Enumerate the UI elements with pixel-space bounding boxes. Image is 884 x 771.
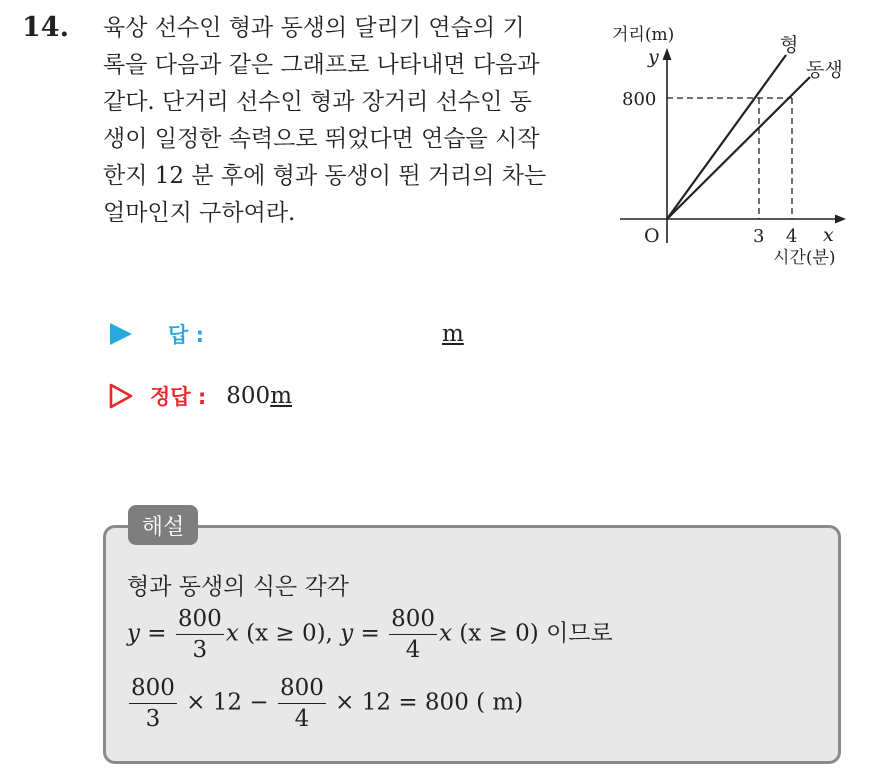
eq1-num1: 800 xyxy=(176,604,224,635)
y-axis-arrow xyxy=(663,48,672,60)
y-axis-title: 거리(m) xyxy=(612,25,675,45)
x-tick-3: 3 xyxy=(753,226,765,247)
y-var-label: y xyxy=(648,46,659,68)
eq2-fraction-2 xyxy=(278,673,326,734)
question-line: 생이 일정한 속력으로 뛰었다면 연습을 시작 xyxy=(103,126,540,152)
distance-time-graph xyxy=(610,15,865,275)
question-line: 같다. 단거리 선수인 형과 장거리 선수인 동 xyxy=(103,89,532,115)
x-axis-title: 시간(분) xyxy=(773,248,836,268)
answer-label: 답 : xyxy=(168,323,204,347)
x-var-label: x xyxy=(823,224,834,246)
question-line: 얼마인지 구하여라. xyxy=(103,200,296,226)
eq2-num2: 800 xyxy=(278,673,326,704)
eq1-x2: x xyxy=(439,620,452,647)
eq1-cond2: (x ≥ 0) xyxy=(451,620,547,647)
question-number: 14. xyxy=(22,12,69,43)
eq1-y2: y xyxy=(340,620,354,647)
line-older-brother xyxy=(667,55,786,219)
correct-unit: m xyxy=(270,383,292,409)
question-text xyxy=(103,10,593,232)
correct-answer-row xyxy=(108,379,292,413)
answer-row xyxy=(108,317,464,351)
eq2-fraction-1 xyxy=(129,673,177,734)
answer-arrow-icon xyxy=(108,321,134,347)
eq2-den1: 3 xyxy=(145,706,161,732)
answer-unit: m xyxy=(442,321,464,347)
eq1-cond1: (x ≥ 0), xyxy=(238,620,341,647)
eq1-x1: x xyxy=(225,620,239,647)
correct-label: 정답 : xyxy=(150,385,207,409)
correct-arrow-icon xyxy=(108,382,134,410)
correct-value: 800 xyxy=(226,383,271,409)
eq1-suffix: 이므로 xyxy=(546,620,613,647)
eq1-fraction-1 xyxy=(176,604,224,665)
label-younger-brother: 동생 xyxy=(806,59,843,81)
eq1-equals-2: = xyxy=(353,620,388,647)
eq2-num1: 800 xyxy=(129,673,177,704)
label-older-brother: 형 xyxy=(780,34,799,56)
eq2-den2: 4 xyxy=(294,706,310,732)
question-line: 한지 12 분 후에 형과 동생이 뛴 거리의 차는 xyxy=(103,163,547,189)
solution-tag: 해설 xyxy=(128,505,198,545)
eq1-den2: 4 xyxy=(405,637,421,663)
eq2-mul1: × 12 − xyxy=(178,689,276,716)
question-line: 육상 선수인 형과 동생의 달리기 연습의 기 xyxy=(103,15,525,41)
eq2-rest: × 12 = 800 ( m) xyxy=(327,689,524,716)
question-line: 록을 다음과 같은 그래프로 나타내면 다음과 xyxy=(103,52,540,78)
x-axis-arrow xyxy=(835,215,846,224)
eq1-den1: 3 xyxy=(192,637,208,663)
origin-label: O xyxy=(644,225,660,247)
x-tick-4: 4 xyxy=(786,226,798,247)
eq1-equals-1: = xyxy=(140,620,174,647)
eq1-num2: 800 xyxy=(389,604,437,635)
solution-equation-2 xyxy=(127,673,523,734)
y-tick-800: 800 xyxy=(622,89,657,110)
eq1-y1: y xyxy=(127,620,140,647)
eq1-fraction-2 xyxy=(389,604,437,665)
solution-intro: 형과 동생의 식은 각각 xyxy=(127,574,349,600)
solution-equation-1 xyxy=(127,604,613,665)
